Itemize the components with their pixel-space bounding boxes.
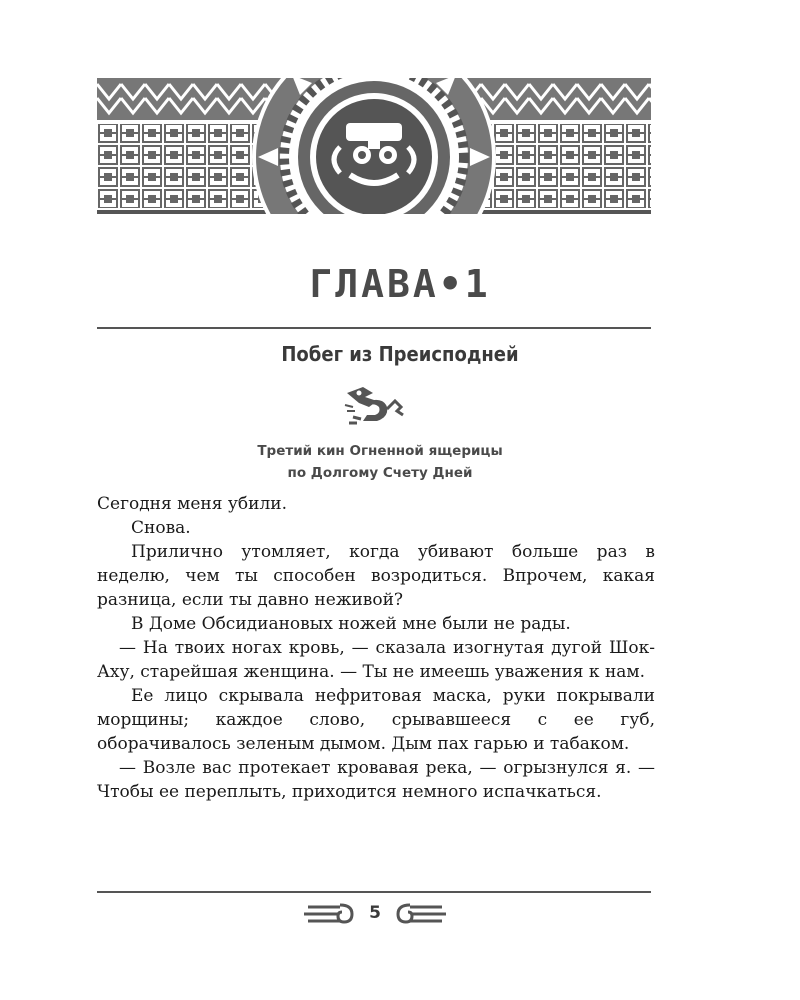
date-caption <box>0 440 760 484</box>
lizard-glyph-icon <box>343 381 407 427</box>
divider <box>97 327 651 329</box>
page-number: 5 <box>369 903 381 923</box>
paragraph: — Возле вас протекает кровавая река, — огрызнулся я. — Чтобы ее переплыть, приходится немного испачкаться. <box>97 758 655 802</box>
paragraph: В Доме Обсидиановых ножей мне были не рады. <box>131 614 571 634</box>
chapter-title: ГЛАВА•1 <box>309 262 491 306</box>
chapter-subtitle: Побег из Преисподней <box>281 342 519 366</box>
chapter-body <box>97 492 655 804</box>
paragraph: Снова. <box>131 518 191 538</box>
footer-divider <box>97 891 651 893</box>
date-line-1: Третий кин Огненной ящерицы <box>257 443 503 459</box>
paragraph: — На твоих ногах кровь, — сказала изогнутая дугой Шок-Аху, старейшая женщина. — Ты не имеешь уважения к нам. <box>97 638 655 682</box>
paragraph: Сегодня меня убили. <box>97 494 287 514</box>
aztec-calendar-ornament-icon <box>97 78 651 214</box>
paragraph: Прилично утомляет, когда убивают больше раз в неделю, чем ты способен возродиться. Впрочем, какая разница, если ты давно неживой? <box>97 542 655 610</box>
date-line-2: по Долгому Счету Дней <box>287 465 473 481</box>
paragraph: Ее лицо скрывала нефритовая маска, руки покрывали морщины; каждое слово, срывавшееся с ее губ, оборачивалось зеленым дымом. Дым пах гарью и табаком. <box>97 686 655 754</box>
